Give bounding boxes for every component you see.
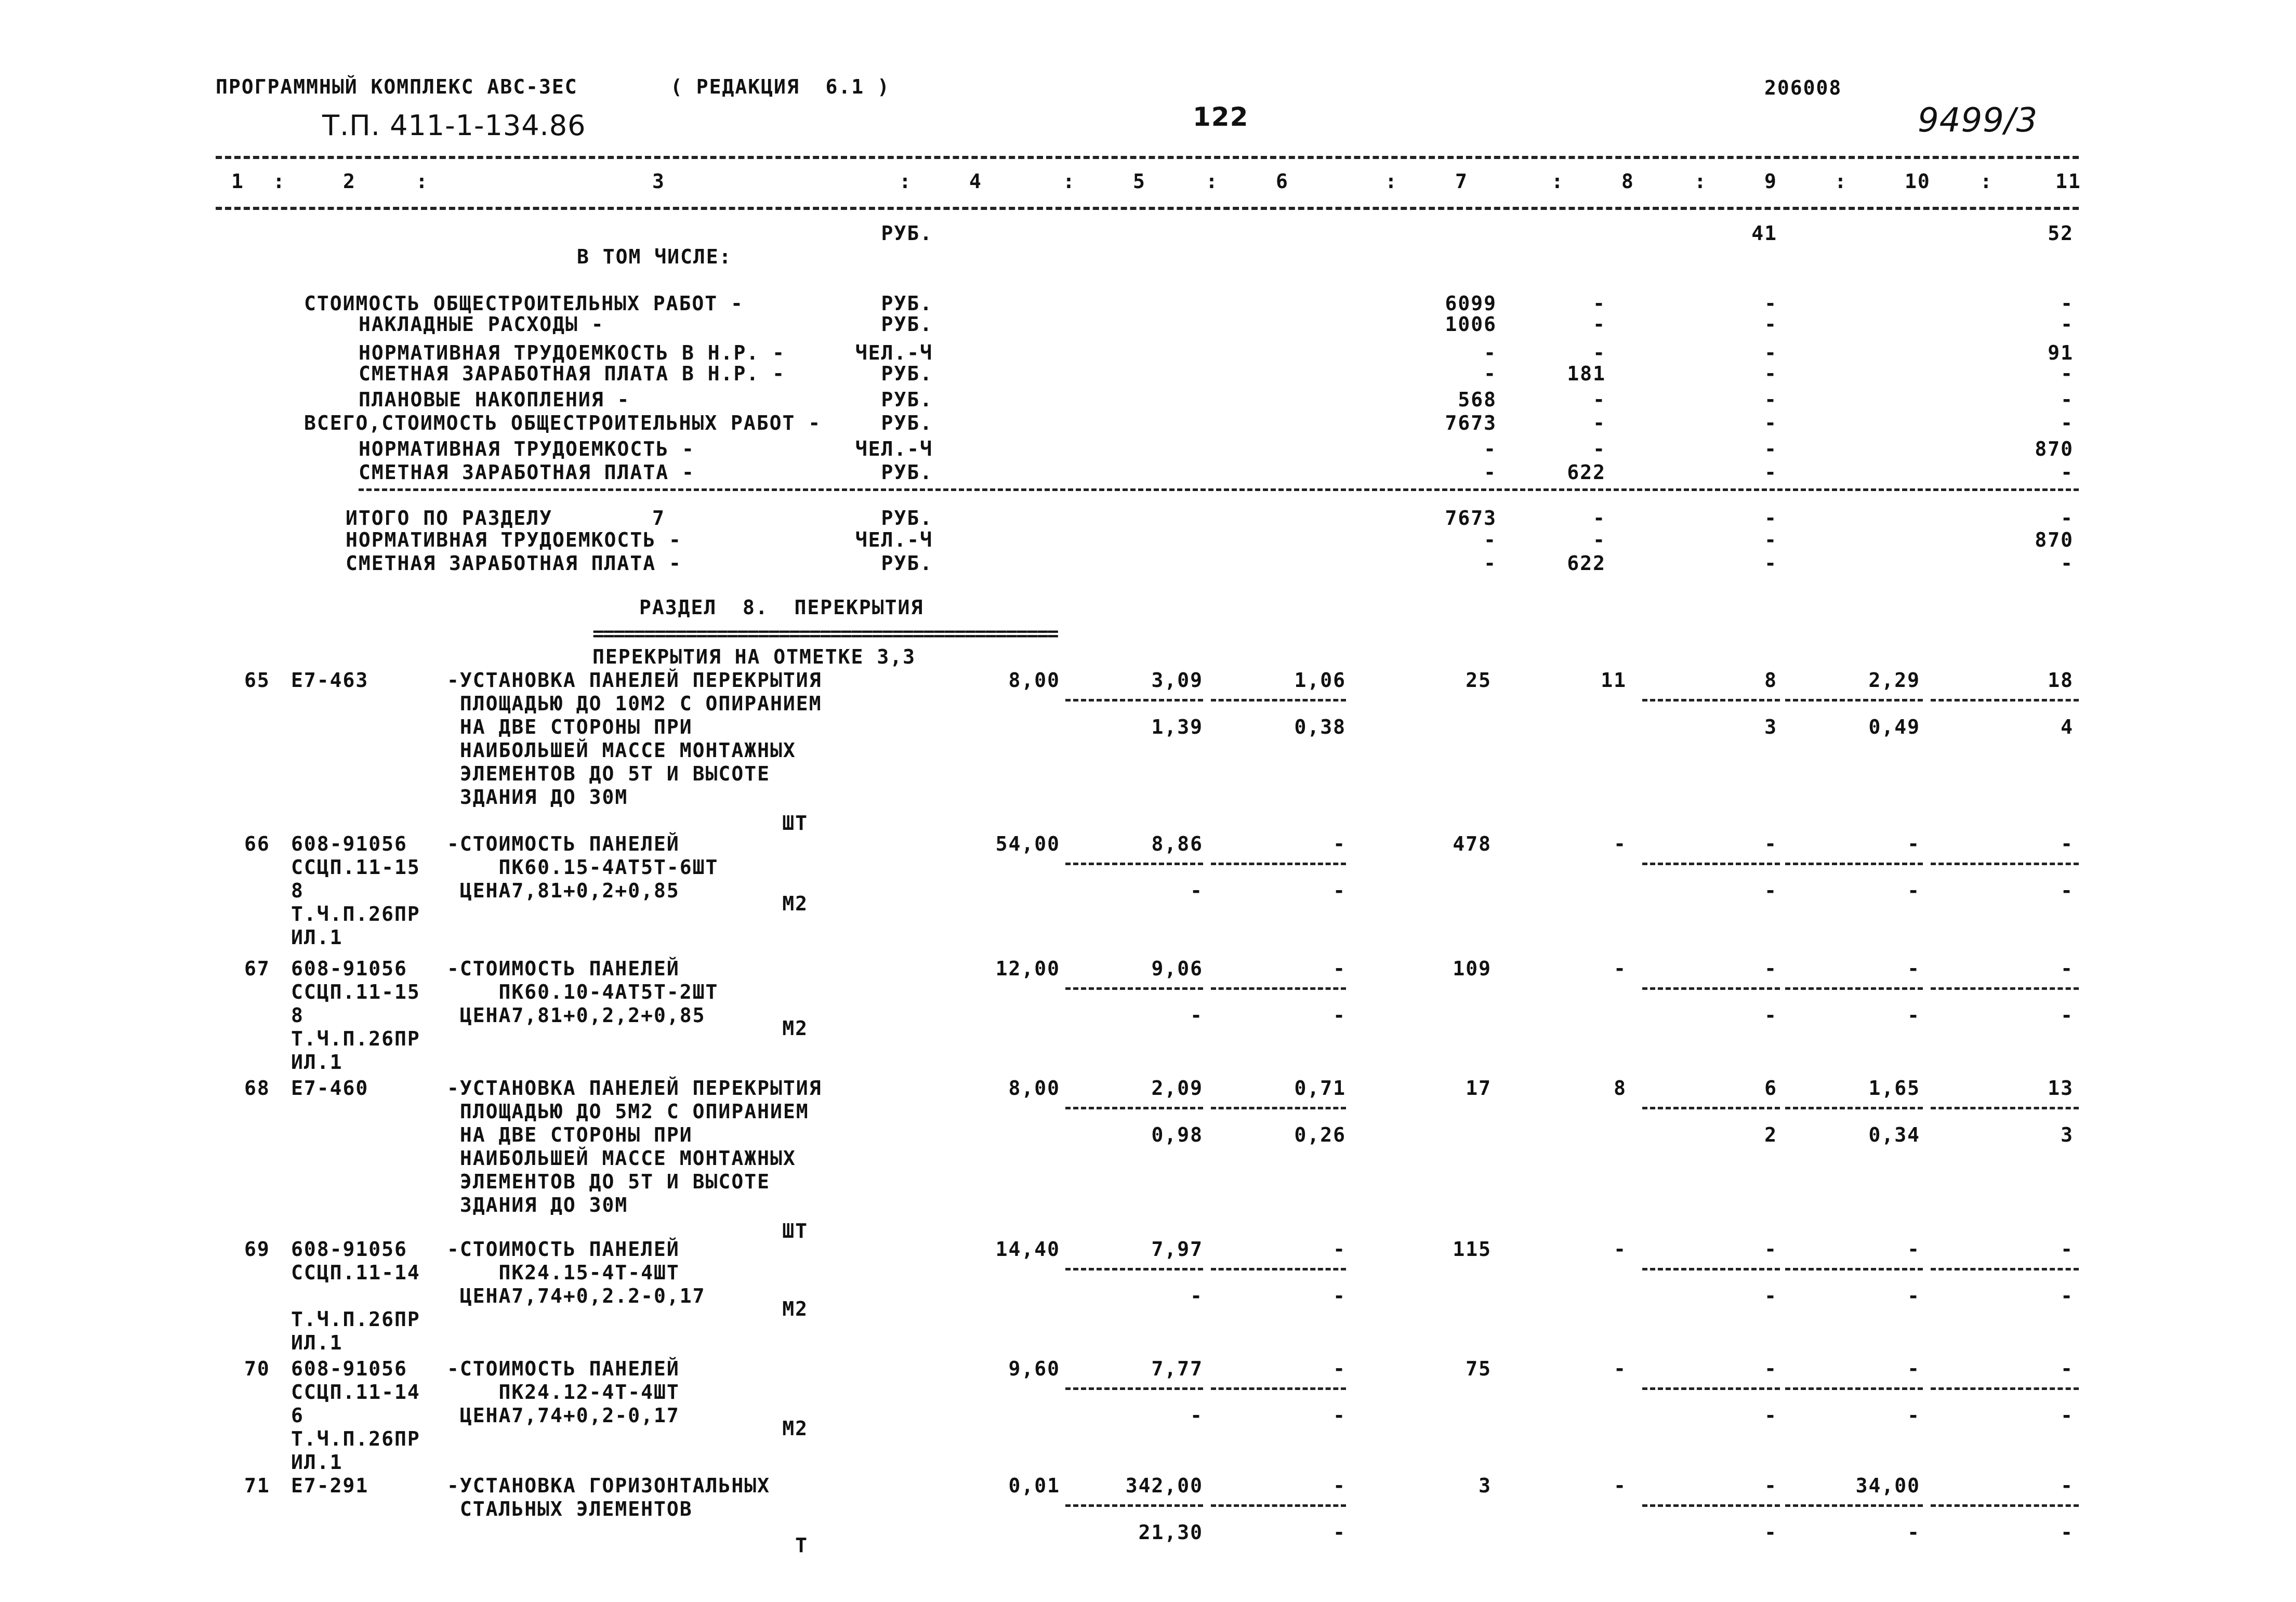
cell-divider	[1642, 1268, 1780, 1270]
summary-top-c9: 41	[1751, 222, 1777, 245]
item-code: ССЦП.11-15	[291, 856, 420, 879]
column-header-cell: :	[416, 170, 429, 193]
column-header-cell: :	[1385, 170, 1398, 193]
item-c8: 8	[1614, 1077, 1627, 1100]
summary-row-unit: ЧЕЛ.-Ч	[855, 438, 933, 460]
item-description: ЦЕНА7,74+0,2.2-0,17	[447, 1285, 706, 1307]
summary-row-label: НАКЛАДНЫЕ РАСХОДЫ -	[359, 313, 604, 336]
cell-divider	[1065, 863, 1203, 865]
item-code: 608-91056	[291, 957, 407, 980]
item-description: НА ДВЕ СТОРОНЫ ПРИ	[447, 716, 693, 738]
section-total-c8: 622	[1567, 552, 1606, 575]
summary-row-c8: -	[1593, 313, 1606, 336]
item-code: ИЛ.1	[291, 1331, 343, 1354]
item-c11: -	[2061, 1238, 2074, 1261]
item-code: 8	[291, 1004, 304, 1027]
summary-row-c9: -	[1764, 292, 1777, 315]
summary-row-c8: -	[1593, 292, 1606, 315]
item-c8: -	[1614, 1357, 1627, 1380]
item-c9: -	[1764, 1474, 1777, 1497]
item-c6: 0,71	[1294, 1077, 1346, 1100]
item-quantity: 8,00	[1008, 669, 1060, 692]
item-c10-sub: -	[1907, 1521, 1920, 1544]
item-description: ЦЕНА7,81+0,2+0,85	[447, 879, 680, 902]
summary-row-c7: 7673	[1445, 412, 1497, 434]
item-c8: -	[1614, 832, 1627, 855]
column-header-cell: 3	[652, 170, 665, 193]
section-total-unit: ЧЕЛ.-Ч	[855, 528, 933, 551]
cell-divider	[1785, 1107, 1923, 1109]
cell-divider	[1785, 1268, 1923, 1270]
item-c9-sub: -	[1764, 1404, 1777, 1427]
summary-row-c8: -	[1593, 438, 1606, 460]
section-total-c9: -	[1764, 552, 1777, 575]
item-c7: 75	[1466, 1357, 1492, 1380]
cell-divider	[1065, 987, 1203, 990]
item-code: ИЛ.1	[291, 1451, 343, 1474]
item-c11-sub: -	[2061, 1004, 2074, 1027]
summary-row-c7: 1006	[1445, 313, 1497, 336]
cell-divider	[1642, 987, 1780, 990]
item-c6-sub: 0,38	[1294, 716, 1346, 738]
item-c5: 9,06	[1151, 957, 1203, 980]
section-underline: =============================================	[592, 622, 1058, 645]
summary-row-label: СМЕТНАЯ ЗАРАБОТНАЯ ПЛАТА В Н.Р. -	[359, 362, 785, 385]
item-description: СТАЛЬНЫХ ЭЛЕМЕНТОВ	[447, 1498, 693, 1520]
item-c9: -	[1764, 957, 1777, 980]
item-code: ССЦП.11-14	[291, 1261, 420, 1284]
section-total-label: ИТОГО ПО РАЗДЕЛУ	[346, 507, 553, 529]
item-number: 70	[244, 1357, 270, 1380]
item-description: ЗДАНИЯ ДО 30М	[447, 786, 628, 809]
item-number: 66	[244, 832, 270, 855]
doc-number: 9499/3	[1918, 101, 2038, 140]
summary-row-c7: 6099	[1445, 292, 1497, 315]
item-c8: -	[1614, 1474, 1627, 1497]
item-c10: -	[1907, 957, 1920, 980]
section-total-c11: -	[2061, 552, 2074, 575]
summary-row-c7: -	[1484, 461, 1497, 484]
item-c6: 1,06	[1294, 669, 1346, 692]
item-number: 71	[244, 1474, 270, 1497]
section-total-c9: -	[1764, 507, 1777, 529]
item-c5-sub: 21,30	[1138, 1521, 1203, 1544]
item-unit: М2	[782, 1017, 808, 1040]
item-description: ПК60.10-4АТ5Т-2ШТ	[447, 981, 719, 1003]
column-header-cell: :	[1694, 170, 1707, 193]
page-number: 122	[1193, 102, 1249, 132]
summary-row-c9: -	[1764, 341, 1777, 364]
section-total-c11: -	[2061, 507, 2074, 529]
item-c6-sub: 0,26	[1294, 1123, 1346, 1146]
item-number: 69	[244, 1238, 270, 1261]
item-c10: 1,65	[1868, 1077, 1920, 1100]
summary-row-unit: РУБ.	[881, 313, 933, 336]
code-number: 206008	[1764, 76, 1842, 99]
cell-divider	[1931, 1504, 2079, 1507]
item-c6-sub: -	[1333, 1404, 1346, 1427]
item-quantity: 14,40	[995, 1238, 1060, 1261]
item-c10-sub: -	[1907, 1285, 1920, 1307]
summary-row-label: ВСЕГО,СТОИМОСТЬ ОБЩЕСТРОИТЕЛЬНЫХ РАБОТ -	[304, 412, 822, 434]
section-total-unit: РУБ.	[881, 507, 933, 529]
column-header-cell: 2	[343, 170, 356, 193]
item-code: 608-91056	[291, 832, 407, 855]
item-code: ССЦП.11-15	[291, 981, 420, 1003]
item-c9-sub: -	[1764, 1521, 1777, 1544]
column-header-cell: 11	[2055, 170, 2081, 193]
item-c5: 7,97	[1151, 1238, 1203, 1261]
item-quantity: 12,00	[995, 957, 1060, 980]
item-description: ПЛОЩАДЬЮ ДО 5М2 С ОПИРАНИЕМ	[447, 1100, 809, 1123]
item-c7: 3	[1479, 1474, 1492, 1497]
column-header-cell: :	[1063, 170, 1076, 193]
item-c8: -	[1614, 957, 1627, 980]
cell-divider	[1065, 1107, 1203, 1109]
column-header-cell: 5	[1133, 170, 1146, 193]
item-c11: 13	[2048, 1077, 2074, 1100]
cell-divider	[1211, 1387, 1346, 1390]
item-c7: 109	[1453, 957, 1492, 980]
cell-divider	[1211, 1268, 1346, 1270]
item-c5-sub: -	[1190, 1404, 1203, 1427]
cell-divider	[1785, 987, 1923, 990]
cell-divider	[1785, 1504, 1923, 1507]
cell-divider	[1931, 699, 2079, 701]
item-code: Т.Ч.П.26ПР	[291, 1427, 420, 1450]
column-header-cell: 10	[1905, 170, 1931, 193]
item-quantity: 9,60	[1008, 1357, 1060, 1380]
item-c6: -	[1333, 1238, 1346, 1261]
cell-divider	[1931, 1107, 2079, 1109]
item-c11: 18	[2048, 669, 2074, 692]
column-header-cell: :	[1835, 170, 1848, 193]
item-c9-sub: -	[1764, 879, 1777, 902]
item-c7: 25	[1466, 669, 1492, 692]
cell-divider	[1642, 699, 1780, 701]
summary-row-c9: -	[1764, 362, 1777, 385]
item-c9-sub: 2	[1764, 1123, 1777, 1146]
item-description: -УСТАНОВКА ПАНЕЛЕЙ ПЕРЕКРЫТИЯ	[447, 669, 822, 692]
item-code: ССЦП.11-14	[291, 1381, 420, 1404]
item-c11-sub: 3	[2061, 1123, 2074, 1146]
item-c10-sub: -	[1907, 879, 1920, 902]
item-c7: 478	[1453, 832, 1492, 855]
cell-divider	[1211, 863, 1346, 865]
item-c6: -	[1333, 1357, 1346, 1380]
header-rule-top	[216, 156, 2079, 159]
item-description: -УСТАНОВКА ПАНЕЛЕЙ ПЕРЕКРЫТИЯ	[447, 1077, 822, 1100]
summary-row-c11: 91	[2048, 341, 2074, 364]
item-c11-sub: -	[2061, 1285, 2074, 1307]
column-header-cell: :	[1551, 170, 1564, 193]
column-header-cell: 9	[1764, 170, 1777, 193]
item-c10: -	[1907, 1238, 1920, 1261]
section-total-c9: -	[1764, 528, 1777, 551]
column-header-cell: :	[273, 170, 286, 193]
summary-row-c11: -	[2061, 412, 2074, 434]
item-quantity: 8,00	[1008, 1077, 1060, 1100]
item-unit: М2	[782, 1298, 808, 1320]
item-quantity: 54,00	[995, 832, 1060, 855]
item-code: Е7-460	[291, 1077, 369, 1100]
item-c9-sub: -	[1764, 1285, 1777, 1307]
column-header-cell: :	[899, 170, 912, 193]
item-c9: 6	[1764, 1077, 1777, 1100]
section-total-c11: 870	[2035, 528, 2074, 551]
summary-row-c9: -	[1764, 388, 1777, 411]
summary-row-c9: -	[1764, 438, 1777, 460]
summary-row-label: НОРМАТИВНАЯ ТРУДОЕМКОСТЬ -	[359, 438, 695, 460]
item-c11-sub: -	[2061, 879, 2074, 902]
summary-row-c7: -	[1484, 438, 1497, 460]
summary-row-label: СТОИМОСТЬ ОБЩЕСТРОИТЕЛЬНЫХ РАБОТ -	[304, 292, 744, 315]
section-total-label: НОРМАТИВНАЯ ТРУДОЕМКОСТЬ -	[346, 528, 682, 551]
summary-row-c11: -	[2061, 313, 2074, 336]
summary-row-c8: -	[1593, 412, 1606, 434]
item-code: Е7-291	[291, 1474, 369, 1497]
summary-row-c8: 622	[1567, 461, 1606, 484]
item-c5-sub: 1,39	[1151, 716, 1203, 738]
item-description: -СТОИМОСТЬ ПАНЕЛЕЙ	[447, 832, 680, 855]
item-c9: 8	[1764, 669, 1777, 692]
item-code: 8	[291, 879, 304, 902]
cell-divider	[1065, 1387, 1203, 1390]
item-c9: -	[1764, 832, 1777, 855]
item-c10: 34,00	[1855, 1474, 1920, 1497]
cell-divider	[1785, 863, 1923, 865]
item-c9: -	[1764, 1357, 1777, 1380]
item-c10: -	[1907, 1357, 1920, 1380]
item-c9: -	[1764, 1238, 1777, 1261]
summary-row-label: НОРМАТИВНАЯ ТРУДОЕМКОСТЬ В Н.Р. -	[359, 341, 785, 364]
item-c6: -	[1333, 1474, 1346, 1497]
summary-row-unit: РУБ.	[881, 388, 933, 411]
section-total-c8: -	[1593, 507, 1606, 529]
summary-row-unit: РУБ.	[881, 362, 933, 385]
summary-row-c8: -	[1593, 388, 1606, 411]
item-unit: М2	[782, 1417, 808, 1440]
summary-row-unit: РУБ.	[881, 461, 933, 484]
item-description: -СТОИМОСТЬ ПАНЕЛЕЙ	[447, 1238, 680, 1261]
item-number: 67	[244, 957, 270, 980]
item-description: НАИБОЛЬШЕЙ МАССЕ МОНТАЖНЫХ	[447, 739, 796, 762]
item-c6: -	[1333, 957, 1346, 980]
summary-row-c8: -	[1593, 341, 1606, 364]
cell-divider	[1931, 1268, 2079, 1270]
cell-divider	[1785, 699, 1923, 701]
item-description: ПК24.12-4Т-4ШТ	[447, 1381, 680, 1404]
item-code: Т.Ч.П.26ПР	[291, 903, 420, 925]
summary-divider	[359, 488, 2079, 491]
section-total-label: СМЕТНАЯ ЗАРАБОТНАЯ ПЛАТА -	[346, 552, 682, 575]
cell-divider	[1065, 1504, 1203, 1507]
item-code: 608-91056	[291, 1238, 407, 1261]
item-c5: 8,86	[1151, 832, 1203, 855]
column-header-cell: 1	[231, 170, 244, 193]
header-rule-bottom	[216, 207, 2079, 210]
summary-row-c11: -	[2061, 292, 2074, 315]
item-description: ЭЛЕМЕНТОВ ДО 5Т И ВЫСОТЕ	[447, 762, 770, 785]
item-c6-sub: -	[1333, 1285, 1346, 1307]
summary-row-unit: ЧЕЛ.-Ч	[855, 341, 933, 364]
item-c5: 342,00	[1125, 1474, 1203, 1497]
summary-row-c9: -	[1764, 461, 1777, 484]
section-total-c8: -	[1593, 528, 1606, 551]
summary-top-unit: РУБ.	[881, 222, 933, 245]
item-c6-sub: -	[1333, 879, 1346, 902]
summary-row-unit: РУБ.	[881, 292, 933, 315]
item-c5-sub: -	[1190, 879, 1203, 902]
section-total-unit: РУБ.	[881, 552, 933, 575]
summary-row-c11: -	[2061, 388, 2074, 411]
item-c11-sub: -	[2061, 1404, 2074, 1427]
item-code: Т.Ч.П.26ПР	[291, 1027, 420, 1050]
program-name: ПРОГРАММНЫЙ КОМПЛЕКС АВС-ЗЕС	[216, 75, 578, 98]
item-c11: -	[2061, 957, 2074, 980]
item-c10: 2,29	[1868, 669, 1920, 692]
item-unit: Т	[795, 1534, 808, 1557]
item-c10: -	[1907, 832, 1920, 855]
column-header-cell: :	[1980, 170, 1993, 193]
item-c11-sub: -	[2061, 1521, 2074, 1544]
item-unit: М2	[782, 892, 808, 915]
item-c8: -	[1614, 1238, 1627, 1261]
item-description: ЦЕНА7,74+0,2-0,17	[447, 1404, 680, 1427]
item-description: ЗДАНИЯ ДО 30М	[447, 1194, 628, 1216]
summary-row-unit: РУБ.	[881, 412, 933, 434]
summary-row-c7: 568	[1458, 388, 1497, 411]
item-c9-sub: -	[1764, 1004, 1777, 1027]
cell-divider	[1642, 863, 1780, 865]
section-total-c7: -	[1484, 528, 1497, 551]
cell-divider	[1642, 1107, 1780, 1109]
item-code: 6	[291, 1404, 304, 1427]
item-description: НАИБОЛЬШЕЙ МАССЕ МОНТАЖНЫХ	[447, 1147, 796, 1170]
item-c7: 115	[1453, 1238, 1492, 1261]
cell-divider	[1931, 987, 2079, 990]
summary-row-c9: -	[1764, 313, 1777, 336]
item-description: -СТОИМОСТЬ ПАНЕЛЕЙ	[447, 957, 680, 980]
column-header-cell: 4	[969, 170, 982, 193]
summary-row-c11: -	[2061, 362, 2074, 385]
item-c7: 17	[1466, 1077, 1492, 1100]
item-c10-sub: 0,34	[1868, 1123, 1920, 1146]
item-number: 65	[244, 669, 270, 692]
item-description: ПК24.15-4Т-4ШТ	[447, 1261, 680, 1284]
item-description: ПЛОЩАДЬЮ ДО 10М2 С ОПИРАНИЕМ	[447, 692, 822, 715]
item-quantity: 0,01	[1008, 1474, 1060, 1497]
cell-divider	[1211, 987, 1346, 990]
item-description: -СТОИМОСТЬ ПАНЕЛЕЙ	[447, 1357, 680, 1380]
cell-divider	[1211, 1107, 1346, 1109]
item-c9-sub: 3	[1764, 716, 1777, 738]
cell-divider	[1642, 1504, 1780, 1507]
item-c5-sub: 0,98	[1151, 1123, 1203, 1146]
section-total-c7: -	[1484, 552, 1497, 575]
summary-row-label: ПЛАНОВЫЕ НАКОПЛЕНИЯ -	[359, 388, 630, 411]
summary-row-c9: -	[1764, 412, 1777, 434]
item-c5-sub: -	[1190, 1285, 1203, 1307]
item-c11: -	[2061, 1474, 2074, 1497]
cell-divider	[1065, 699, 1203, 701]
item-code: Е7-463	[291, 669, 369, 692]
summary-row-c7: -	[1484, 341, 1497, 364]
column-header-cell: 6	[1276, 170, 1289, 193]
including-label: В ТОМ ЧИСЛЕ:	[577, 245, 732, 268]
item-description: НА ДВЕ СТОРОНЫ ПРИ	[447, 1123, 693, 1146]
item-c10-sub: -	[1907, 1404, 1920, 1427]
column-header-cell: 7	[1455, 170, 1468, 193]
section-total-c7: 7673	[1445, 507, 1497, 529]
section-total-num: 7	[652, 507, 665, 529]
item-c5: 2,09	[1151, 1077, 1203, 1100]
item-c5: 7,77	[1151, 1357, 1203, 1380]
summary-row-c11: -	[2061, 461, 2074, 484]
item-c8: 11	[1601, 669, 1627, 692]
item-c10-sub: -	[1907, 1004, 1920, 1027]
item-code: ИЛ.1	[291, 1051, 343, 1074]
item-c11-sub: 4	[2061, 716, 2074, 738]
section-title: РАЗДЕЛ 8. ПЕРЕКРЫТИЯ	[639, 596, 924, 619]
cell-divider	[1642, 1387, 1780, 1390]
cell-divider	[1211, 699, 1346, 701]
item-c6-sub: -	[1333, 1521, 1346, 1544]
item-description: ПК60.15-4АТ5Т-6ШТ	[447, 856, 719, 879]
item-code: Т.Ч.П.26ПР	[291, 1308, 420, 1331]
item-description: ЦЕНА7,81+0,2,2+0,85	[447, 1004, 706, 1027]
summary-row-c8: 181	[1567, 362, 1606, 385]
item-unit: ШТ	[782, 812, 808, 835]
item-c11: -	[2061, 1357, 2074, 1380]
column-header-cell: 8	[1621, 170, 1634, 193]
column-header-cell: :	[1206, 170, 1219, 193]
summary-row-label: СМЕТНАЯ ЗАРАБОТНАЯ ПЛАТА -	[359, 461, 695, 484]
item-description: ЭЛЕМЕНТОВ ДО 5Т И ВЫСОТЕ	[447, 1170, 770, 1193]
summary-row-c11: 870	[2035, 438, 2074, 460]
item-code: ИЛ.1	[291, 926, 343, 949]
item-description: -УСТАНОВКА ГОРИЗОНТАЛЬНЫХ	[447, 1474, 770, 1497]
cell-divider	[1785, 1387, 1923, 1390]
cell-divider	[1211, 1504, 1346, 1507]
cell-divider	[1065, 1268, 1203, 1270]
section-subtitle: ПЕРЕКРЫТИЯ НА ОТМЕТКЕ 3,3	[592, 645, 916, 668]
item-number: 68	[244, 1077, 270, 1100]
edition: ( РЕДАКЦИЯ 6.1 )	[670, 75, 890, 98]
item-code: 608-91056	[291, 1357, 407, 1380]
item-c5: 3,09	[1151, 669, 1203, 692]
summary-top-c11: 52	[2048, 222, 2074, 245]
summary-row-c7: -	[1484, 362, 1497, 385]
item-c11: -	[2061, 832, 2074, 855]
cell-divider	[1931, 1387, 2079, 1390]
cell-divider	[1931, 863, 2079, 865]
project-code: Т.П. 411-1-134.86	[322, 109, 586, 142]
item-c10-sub: 0,49	[1868, 716, 1920, 738]
item-c6: -	[1333, 832, 1346, 855]
item-unit: ШТ	[782, 1220, 808, 1242]
item-c5-sub: -	[1190, 1004, 1203, 1027]
item-c6-sub: -	[1333, 1004, 1346, 1027]
